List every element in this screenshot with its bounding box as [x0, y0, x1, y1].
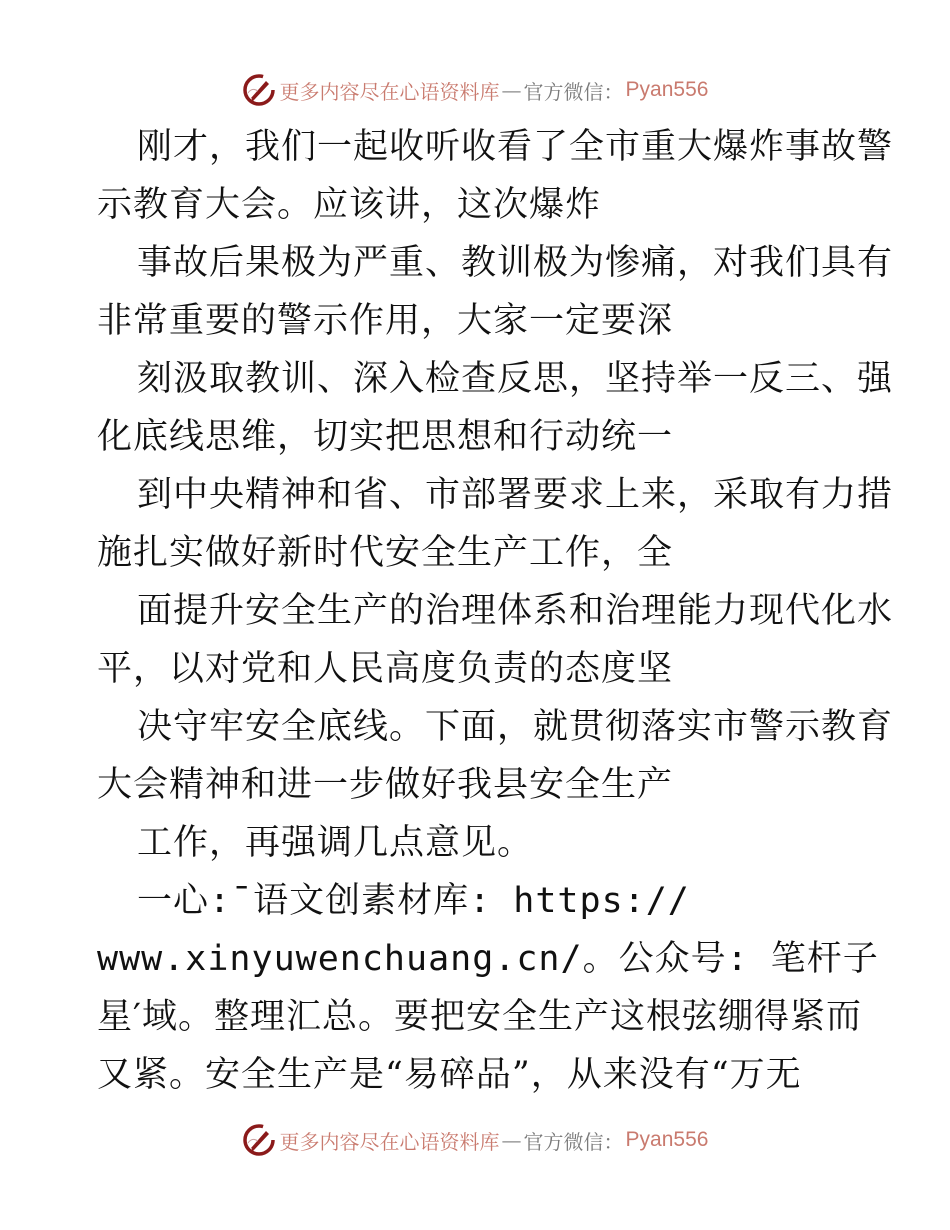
text-line: 又紧。安全生产是“易碎品”，从来没有“万无	[97, 1055, 802, 1095]
wechat-label: 官方微信：	[523, 1129, 624, 1154]
text-line: 工作，再强调几点意见。	[137, 823, 534, 863]
text-line: 刻汲取教训、深入检查反思，坚持举一反三、强	[137, 359, 894, 399]
source-line: 一心:¯语文创素材库: https://	[137, 881, 690, 921]
wechat-id: Pyan556	[625, 1128, 709, 1151]
promo-text: 更多内容尽在心语资料库	[279, 79, 500, 104]
text-line: 化底线思维，切实把思想和行动统一	[97, 417, 674, 457]
header-banner	[0, 68, 950, 112]
text-line: 到中央精神和省、市部署要求上来，采取有力措	[137, 475, 894, 515]
wechat-label: 官方微信：	[523, 79, 624, 104]
text-line: 示教育大会。应该讲，这次爆炸	[97, 185, 602, 225]
document-body	[97, 118, 894, 1104]
separator: —	[501, 1128, 522, 1152]
url-line: www.xinyuwenchuang.cn/。公众号: 笔杆子	[97, 939, 879, 979]
quill-pen-logo-icon	[242, 1123, 276, 1157]
text-line: 施扎实做好新时代安全生产工作，全	[97, 533, 674, 573]
text-line: 非常重要的警示作用，大家一定要深	[97, 301, 674, 341]
text-line: 星′域。整理汇总。要把安全生产这根弦绷得紧而	[97, 997, 862, 1037]
text-line: 事故后果极为严重、教训极为惨痛，对我们具有	[137, 243, 894, 283]
separator: —	[501, 78, 522, 102]
text-line: 大会精神和进一步做好我县安全生产	[97, 765, 674, 805]
footer-banner	[0, 1118, 950, 1162]
text-line: 刚才，我们一起收听收看了全市重大爆炸事故警	[137, 127, 894, 167]
wechat-id: Pyan556	[625, 78, 709, 101]
promo-text: 更多内容尽在心语资料库	[279, 1129, 500, 1154]
quill-pen-logo-icon	[242, 73, 276, 107]
text-line: 平，以对党和人民高度负责的态度坚	[97, 649, 674, 689]
text-line: 面提升安全生产的治理体系和治理能力现代化水	[137, 591, 894, 631]
text-line: 决守牢安全底线。下面，就贯彻落实市警示教育	[137, 707, 894, 747]
